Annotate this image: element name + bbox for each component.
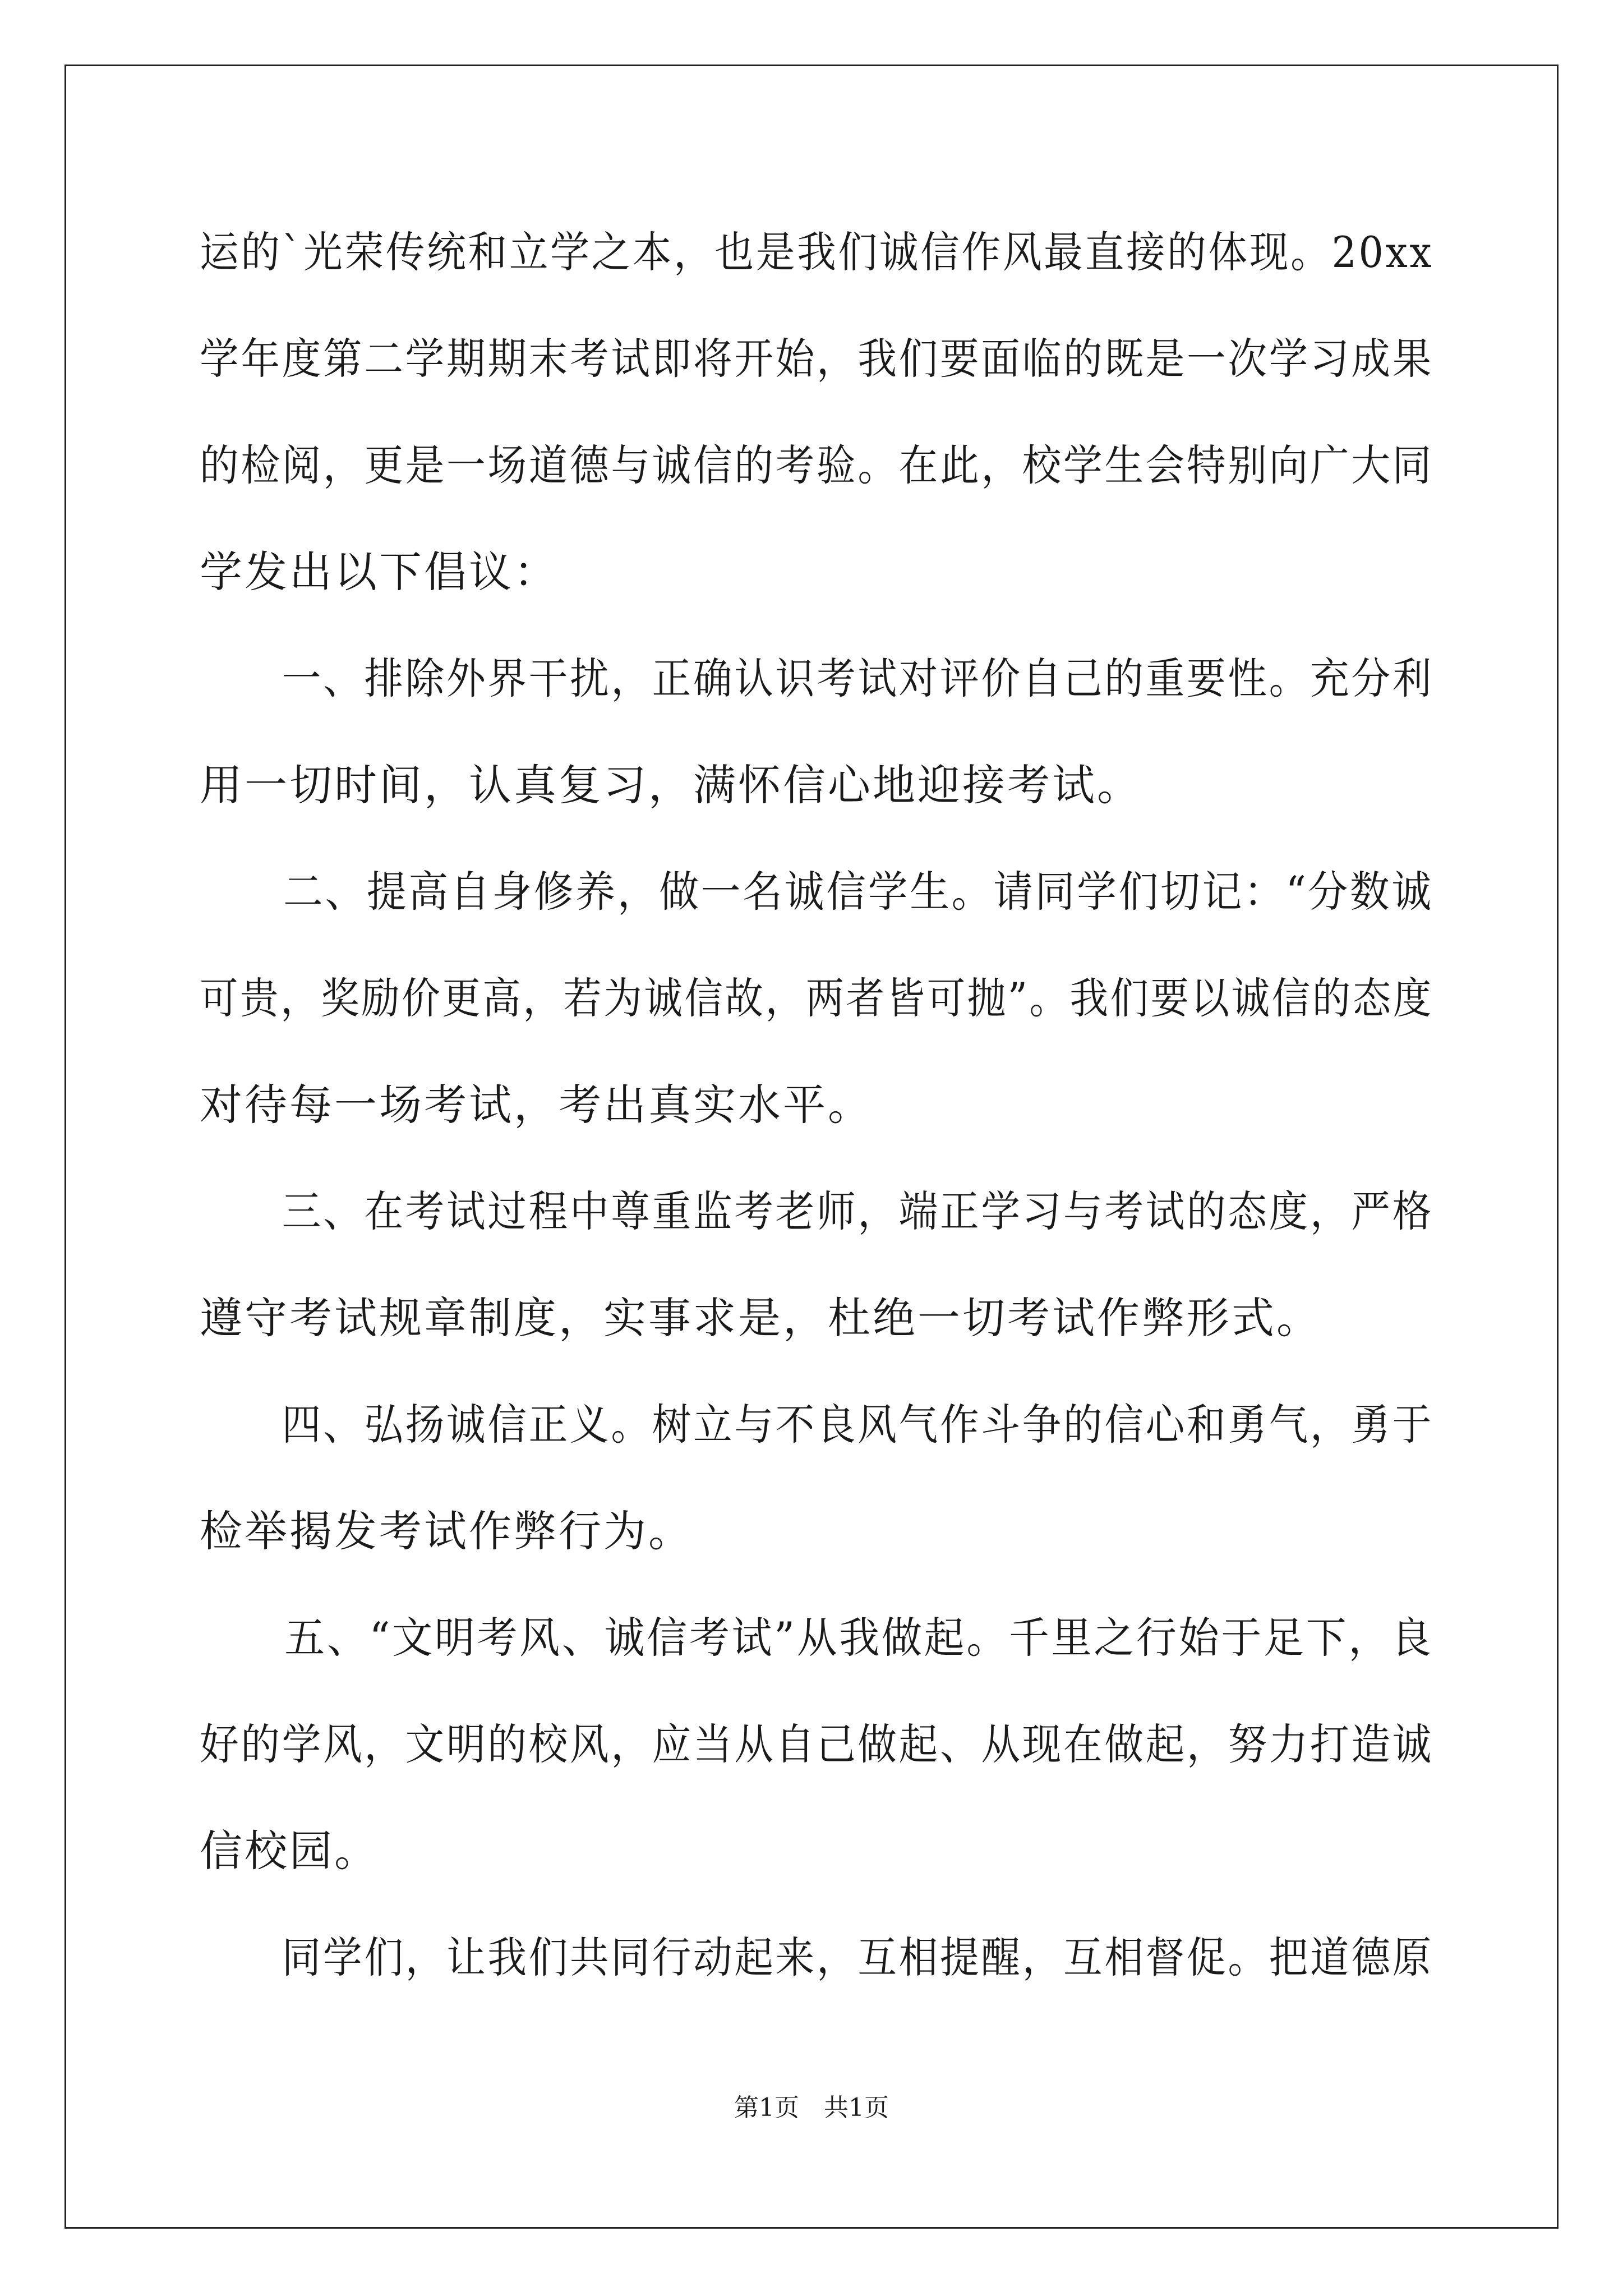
text-line: 同学们，让我们共同行动起来，互相提醒，互相督促。把道德原 bbox=[200, 1932, 1433, 1982]
page-number-footer: 第1页 共1页 bbox=[734, 2093, 889, 2122]
text-line: 学年度第二学期期末考试即将开始，我们要面临的既是一次学习成果 bbox=[200, 334, 1433, 384]
text-line: 可贵，奖励价更高，若为诚信故，两者皆可抛”。我们要以诚信的态度 bbox=[200, 973, 1433, 1023]
text-line: 一、排除外界干扰，正确认识考试对评价自己的重要性。充分利 bbox=[200, 654, 1433, 703]
page-frame bbox=[64, 65, 1559, 2229]
text-line: 遵守考试规章制度，实事求是，杜绝一切考试作弊形式。 bbox=[200, 1293, 1321, 1343]
text-line: 二、提高自身修养，做一名诚信学生。请同学们切记：“分数诚 bbox=[200, 867, 1433, 917]
text-line: 四、弘扬诚信正义。树立与不良风气作斗争的信心和勇气，勇于 bbox=[200, 1400, 1433, 1450]
text-line: 运的`光荣传统和立学之本，也是我们诚信作风最直接的体现。20xx bbox=[200, 227, 1434, 277]
text-line: 检举揭发考试作弊行为。 bbox=[200, 1506, 693, 1556]
text-line: 三、在考试过程中尊重监考老师，端正学习与考试的态度，严格 bbox=[200, 1186, 1433, 1236]
text-line: 的检阅，更是一场道德与诚信的考验。在此，校学生会特别向广大同 bbox=[200, 440, 1433, 490]
text-line: 用一切时间，认真复习，满怀信心地迎接考试。 bbox=[200, 760, 1142, 810]
text-line: 信校园。 bbox=[200, 1826, 379, 1876]
text-line: 对待每一场考试，考出真实水平。 bbox=[200, 1080, 873, 1130]
text-line: 学发出以下倡议： bbox=[200, 547, 559, 597]
text-line: 五、“文明考风、诚信考试”从我做起。千里之行始于足下，良 bbox=[200, 1613, 1433, 1663]
text-line: 好的学风，文明的校风，应当从自己做起、从现在做起，努力打造诚 bbox=[200, 1719, 1433, 1769]
